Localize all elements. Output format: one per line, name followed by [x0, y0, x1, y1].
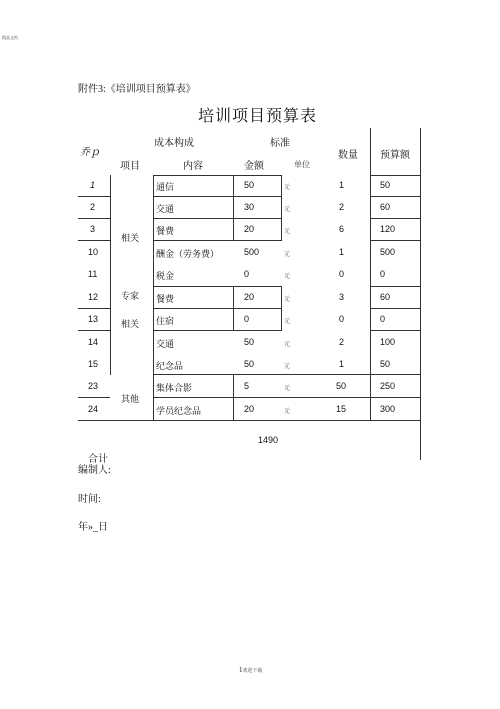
time-label: 时间: [78, 494, 101, 505]
amount-divider-related [233, 175, 234, 241]
row-budget: 120 [380, 224, 396, 234]
row-divider-12 [78, 308, 110, 309]
content-row-divider-12 [153, 308, 282, 309]
page-footer [239, 666, 263, 674]
row-amount: 50 [244, 180, 255, 190]
row-divider-3 [78, 240, 110, 241]
row-qty: 1 [339, 247, 345, 257]
row-seq: 11 [88, 269, 98, 279]
row-unit: 元 [284, 297, 291, 303]
header-unit: 单位 [294, 160, 310, 169]
budget-box-related [370, 175, 421, 241]
row-divider-13 [78, 330, 110, 331]
row-seq: 24 [88, 404, 99, 414]
row-qty: 15 [336, 404, 347, 414]
row-budget: 300 [380, 404, 396, 414]
row-seq: 3 [90, 224, 96, 234]
header-amount: 金额 [244, 161, 264, 172]
row-unit: 元 [284, 185, 291, 191]
row-qty: 3 [339, 292, 345, 302]
seq-column-divider [110, 175, 111, 375]
row-budget: 50 [380, 359, 391, 369]
row-amount: 50 [244, 359, 255, 369]
budget-row-divider-1 [370, 196, 421, 197]
row-unit: 元 [284, 342, 291, 348]
row-amount: 5 [244, 381, 250, 391]
header-seq: 乔ｐ [80, 147, 100, 158]
row-seq: 23 [88, 381, 99, 391]
other-group-mid [153, 397, 420, 398]
row-qty: 1 [339, 180, 345, 190]
group-other: 其他 [121, 394, 140, 404]
total-label: 合计 [88, 454, 108, 465]
row-amount: 0 [244, 314, 250, 324]
row-seq: 15 [88, 359, 99, 369]
group-related: 相关 [121, 233, 140, 243]
group-expert: 专家 [121, 291, 140, 301]
row-divider-24 [78, 420, 110, 421]
row-amount: 0 [244, 269, 250, 279]
budget-row-divider-12 [370, 308, 421, 309]
row-qty: 0 [339, 269, 345, 279]
row-qty: 2 [339, 337, 345, 347]
total-value: 1490 [258, 435, 279, 445]
row-amount: 20 [244, 292, 255, 302]
amount-divider-other [233, 374, 234, 420]
row-divider-2 [78, 218, 110, 219]
row-content: 集体合影 [156, 383, 193, 393]
row-unit: 元 [284, 409, 291, 415]
row-amount: 50 [244, 337, 255, 347]
row-seq: 2 [90, 202, 96, 212]
row-qty: 0 [339, 314, 345, 324]
row-seq: 10 [88, 247, 99, 257]
table-bottom-border [110, 420, 420, 421]
row-amount: 20 [244, 224, 255, 234]
row-unit: 元 [284, 274, 291, 280]
attachment-label: 附件3:《培训项目预算表》 [78, 84, 196, 95]
row-budget: 500 [380, 247, 396, 257]
watermark-text: 精品文档 [2, 35, 18, 40]
row-seq: 1 [90, 180, 96, 190]
date-label: 年»_日 [78, 522, 108, 533]
group-expert-related: 相关 [121, 319, 140, 329]
header-cost-composition: 成本构成 [154, 138, 194, 149]
page-number: 1 [239, 666, 243, 674]
row-seq: 14 [88, 337, 99, 347]
content-row-divider-1 [153, 196, 282, 197]
row-content: 学员纪念品 [156, 406, 202, 416]
row-budget: 250 [380, 381, 396, 391]
page-title: 培训项目预算表 [198, 108, 318, 125]
row-qty: 1 [339, 359, 345, 369]
row-content: 餐费 [156, 226, 175, 236]
row-content: 餐费 [156, 294, 175, 304]
row-budget: 60 [380, 292, 391, 302]
row-qty: 50 [336, 381, 347, 391]
row-content: 酬金（劳务费） [156, 249, 220, 259]
row-budget: 100 [380, 337, 396, 347]
content-row-divider-2 [153, 218, 282, 219]
row-unit: 元 [284, 386, 291, 392]
row-unit: 元 [284, 229, 291, 235]
compiler-label: 编制人: [78, 465, 111, 476]
row-content: 通信 [156, 182, 175, 192]
row-unit: 元 [284, 364, 291, 370]
row-amount: 500 [244, 247, 260, 257]
row-unit: 元 [284, 252, 291, 258]
header-budget: 预算额 [380, 150, 410, 161]
budget-row-divider-2 [370, 218, 421, 219]
row-divider-1 [78, 196, 110, 197]
other-group-top [153, 374, 420, 375]
row-qty: 6 [339, 224, 345, 234]
row-content: 住宿 [156, 316, 175, 326]
row-unit: 元 [284, 207, 291, 213]
row-seq: 13 [88, 314, 99, 324]
row-seq: 12 [88, 292, 99, 302]
row-budget: 60 [380, 202, 391, 212]
row-content: 税金 [156, 271, 175, 281]
row-budget: 50 [380, 180, 391, 190]
header-content: 内容 [183, 161, 203, 172]
row-divider-23 [78, 397, 110, 398]
row-unit: 元 [284, 319, 291, 325]
page-footer-text: 欢迎下载 [242, 669, 263, 674]
header-quantity: 数量 [338, 150, 358, 161]
row-content: 交通 [156, 339, 175, 349]
row-budget: 0 [380, 314, 386, 324]
header-standard: 标准 [270, 138, 290, 149]
row-amount: 30 [244, 202, 255, 212]
row-budget: 0 [380, 269, 386, 279]
row-content: 纪念品 [156, 361, 184, 371]
row-content: 交通 [156, 204, 175, 214]
budget-column-divider [370, 128, 371, 421]
header-item: 项目 [120, 161, 140, 172]
row-qty: 2 [339, 202, 345, 212]
row-amount: 20 [244, 404, 255, 414]
